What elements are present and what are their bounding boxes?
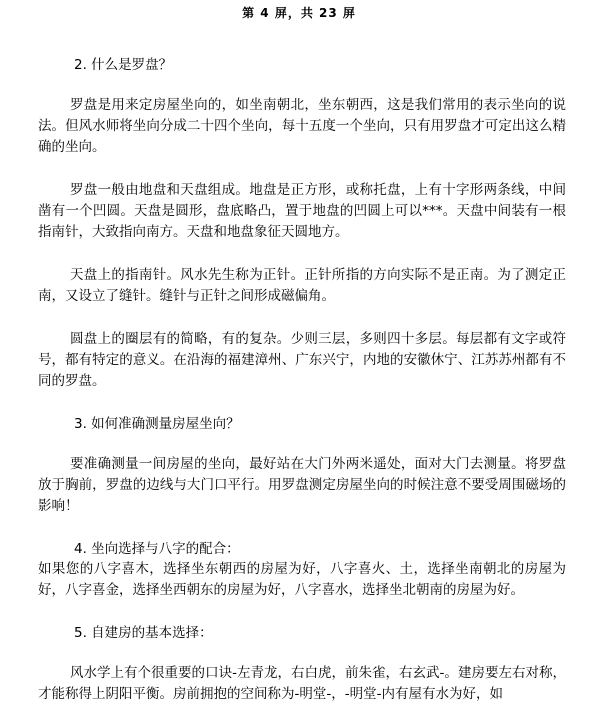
paragraph: 罗盘是用来定房屋坐向的，如坐南朝北，坐东朝西，这是我们常用的表示坐向的说法。但风水师将坐向分成二十四个坐向，每十五度一个坐向，只有用罗盘才可定出这么精确的坐向。 [38,97,566,155]
paragraph: 圆盘上的圈层有的简略，有的复杂。少则三层，多则四十多层。每层都有文字或符号，都有特定的意义。在沿海的福建漳州、广东兴宁，内地的安徽休宁、江苏苏州都有不同的罗盘。 [38,331,566,389]
paragraph: 风水学上有个很重要的口诀-左青龙，右白虎，前朱雀，右玄武-。建房要左右对称，才能称得上阴阳平衡。房前拥抱的空间称为-明堂-，-明堂-内有屋有水为好，如 [38,665,566,702]
section-heading: 3. 如何准确测量房屋坐向？ [74,416,240,432]
paragraph: 如果您的八字喜木，选择坐东朝西的房屋为好，八字喜火、土，选择坐南朝北的房屋为好，八字喜金，选择坐西朝东的房屋为好，八字喜水，选择坐北朝南的房屋为好。 [38,561,566,598]
section-heading: 5. 自建房的基本选择： [74,625,213,641]
paragraph: 罗盘一般由地盘和天盘组成。地盘是正方形，或称托盘，上有十字形两条线，中间凿有一个凹圆。天盘是圆形，盘底略凸，置于地盘的凹圆上可以***。天盘中间装有一根指南针，大致指向南方。天盘和地盘象征天圆地方。 [38,182,566,240]
section-heading: 2. 什么是罗盘？ [74,57,173,73]
page-indicator: 第 4 屏，共 23 屏 [242,6,356,20]
paragraph: 天盘上的指南针。风水先生称为正针。正针所指的方向实际不是正南。为了测定正南，又设立了缝针。缝针与正针之间形成磁偏角。 [38,267,566,304]
paragraph: 要准确测量一间房屋的坐向，最好站在大门外两米遥处，面对大门去测量。将罗盘放于胸前，罗盘的边线与大门口平行。用罗盘测定房屋坐向的时候注意不要受周围磁场的影响！ [38,456,566,514]
document-body [38,55,566,705]
section-heading: 4. 坐向选择与八字的配合： [74,541,240,557]
